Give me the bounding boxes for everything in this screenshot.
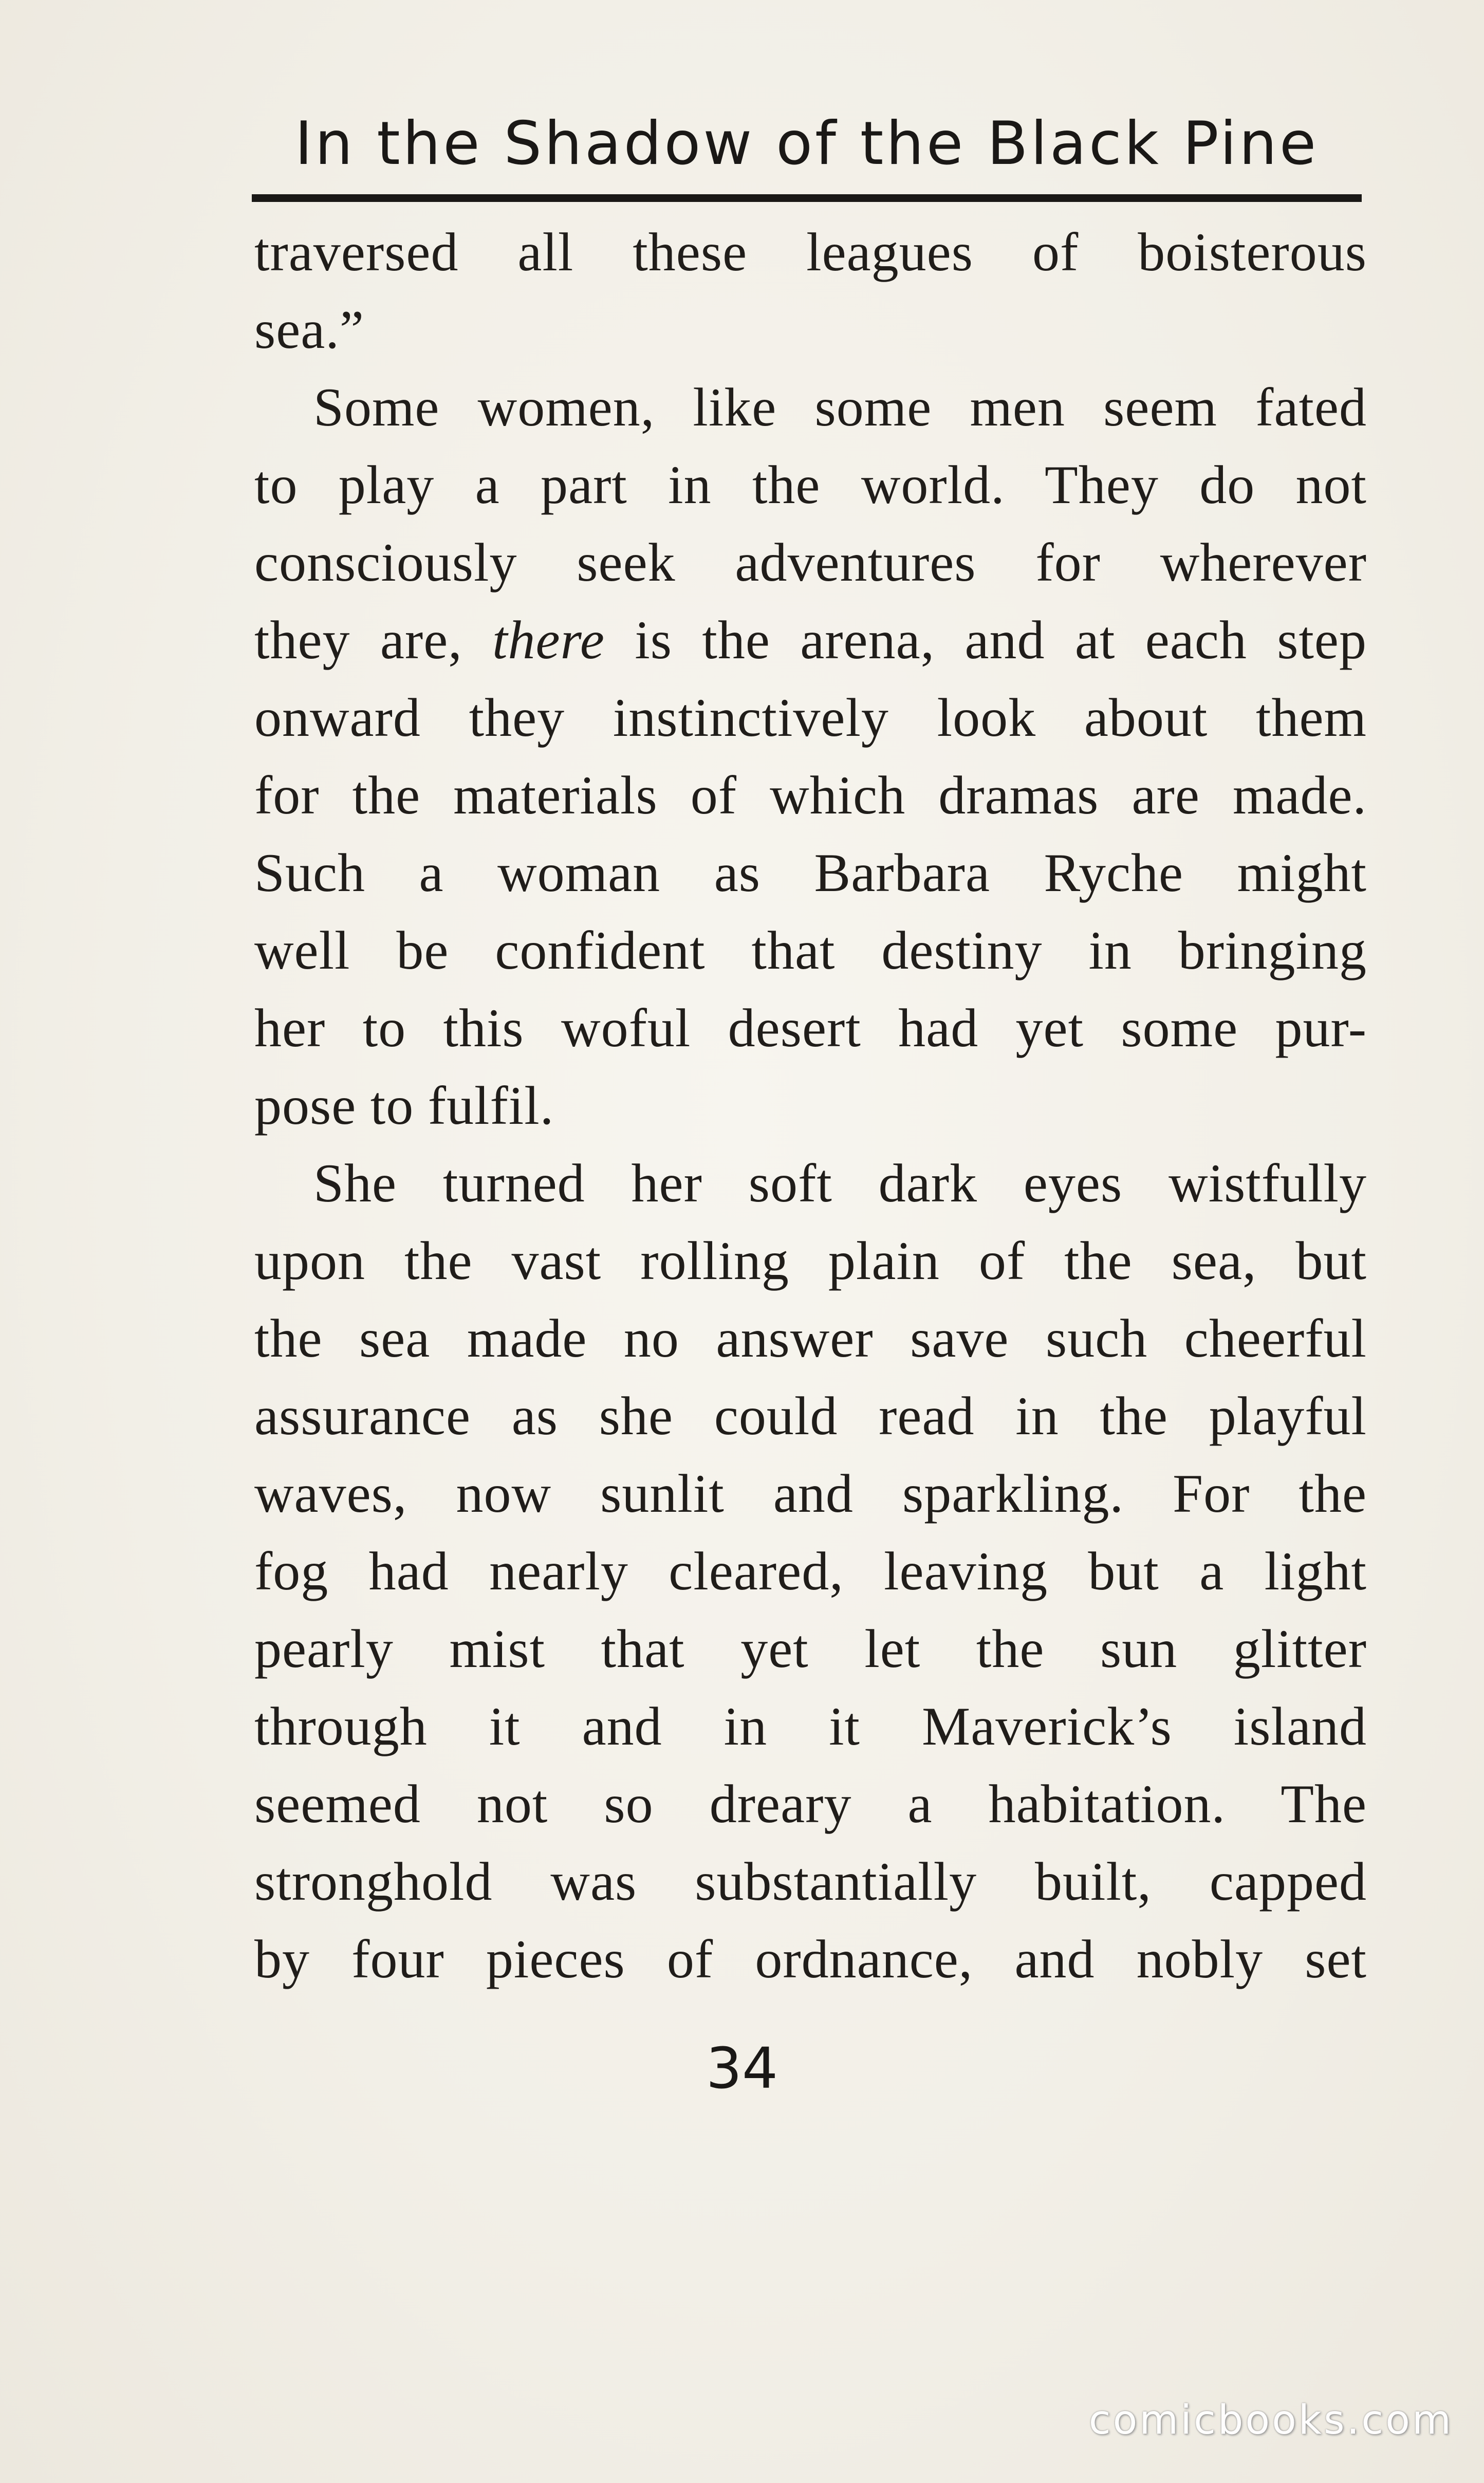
text-line: consciously seek adventures for wherever — [254, 532, 1367, 592]
text-fragment: is the arena, and at each step — [604, 610, 1367, 670]
page-number: 34 — [706, 2035, 778, 2101]
text-line: her to this woful desert had yet some pur- — [254, 998, 1367, 1058]
text-line: stronghold was substantially built, capped — [254, 1851, 1367, 1912]
text-line: assurance as she could read in the playful — [254, 1386, 1367, 1446]
running-head: In the Shadow of the Black Pine — [294, 109, 1319, 178]
italic-word: there — [492, 610, 605, 670]
text-line: pose to fulfil. — [254, 1076, 554, 1136]
text-line: fog had nearly cleared, leaving but a light — [254, 1541, 1367, 1601]
text-line — [254, 601, 1367, 679]
text-line: seemed not so dreary a habitation. The — [254, 1774, 1367, 1834]
header-rule — [252, 194, 1362, 202]
text-line: sea.” — [254, 300, 364, 360]
text-line: for the materials of which dramas are made. — [254, 765, 1367, 825]
text-line: the sea made no answer save such cheerful — [254, 1308, 1367, 1368]
text-fragment: they are, — [254, 610, 493, 670]
paragraph-2 — [254, 368, 1367, 1144]
text-line: through it and in it Maverick’s island — [254, 1696, 1367, 1756]
text-line: traversed all these leagues of boisterous — [254, 222, 1367, 282]
text-line: pearly mist that yet let the sun glitter — [254, 1619, 1367, 1679]
watermark: comicbooks.com — [1088, 2397, 1453, 2443]
text-line: onward they instinctively look about them — [254, 688, 1367, 748]
paragraph-1 — [254, 213, 1367, 368]
text-line: by four pieces of ordnance, and nobly set — [254, 1929, 1367, 1989]
text-line: Such a woman as Barbara Ryche might — [254, 843, 1367, 903]
text-line: waves, now sunlit and sparkling. For the — [254, 1463, 1367, 1524]
paragraph-3 — [254, 1144, 1367, 1998]
text-line: Some women, like some men seem fated — [313, 377, 1367, 437]
text-line: to play a part in the world. They do not — [254, 455, 1367, 515]
body-text — [254, 213, 1367, 1998]
text-line: upon the vast rolling plain of the sea, but — [254, 1231, 1367, 1291]
text-line: She turned her soft dark eyes wistfully — [313, 1153, 1367, 1213]
text-line: well be confident that destiny in bringing — [254, 920, 1367, 980]
